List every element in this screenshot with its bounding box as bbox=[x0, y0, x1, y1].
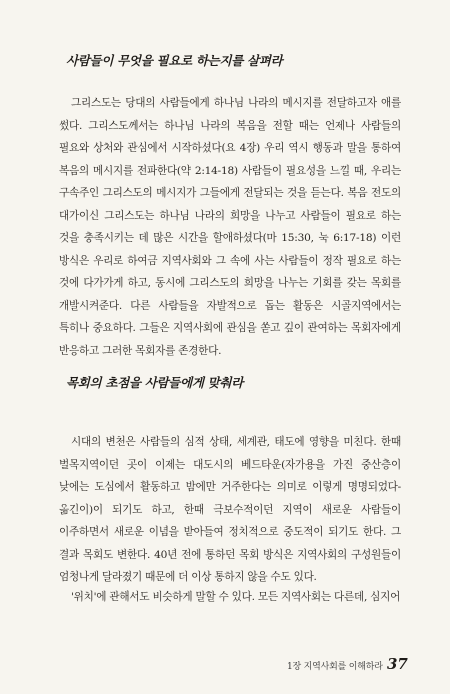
running-footer: 1장 지역사회를 이해하라 bbox=[287, 662, 383, 672]
section-heading: 목회의 초점을 사람들에게 맞춰라 bbox=[66, 375, 244, 390]
section-heading: 사람들이 무엇을 필요로 하는지를 살펴라 bbox=[66, 53, 283, 68]
body-paragraph: '위치'에 관해서도 비슷하게 말할 수 있다. 모든 지역사회는 다른데, 심지어 bbox=[71, 591, 401, 603]
body-paragraph: 시대의 변천은 사람들의 심적 상태, 세계관, 태도에 영향을 미친다. 한때 벌목지역이던 곳이 이제는 대도시의 베드타운(자가용을 가진 중산층이 낮에는 도심에서 활동하고 밤에만 거주한다는 의미로 이렇게 명명되었다-옮긴이)이 되기도 하고, 한때 극보수적이던 지역이 새로운 사람들이 이주하면서 새로운 이념을 받아들여 정치적으로 중도적이 되기도 한다. 그 결과 목회도 변한다. 40년 전에 통하던 목회 방식은 지역사회의 구성원들이 엄청나게 달라졌기 때문에 더 이상 통하지 않을 수도 있다. bbox=[59, 436, 401, 583]
body-paragraph: 그리스도는 당대의 사람들에게 하나님 나라의 메시지를 전달하고자 애를 썼다. 그리스도께서는 하나님 나라의 복음을 전할 때는 언제나 사람들의 필요와 상처와 관심에서 시작하셨다(요 4장) 우리 역시 행동과 말을 통하여 복음의 메시지를 전파한다(약 2:14-18) 사람들이 필요성을 느낄 때, 우리는 구속주인 그리스도의 메시지가 그들에게 전달되는 것을 듣는다. 복음 전도의 대가이신 그리스도는 하나님 나라의 희망을 나누고 사람들이 필요로 하는 것을 충족시키는 데 많은 시간을 할애하셨다(마 15:30, 눅 6:17-18) 이런 방식은 우리로 하여금 지역사회와 그 속에 사는 사람들이 정작 필요로 하는 것에 다가가게 하고, 동시에 그리스도의 희망을 나누는 기회를 갖는 목회를 개발시켜준다. 다른 사람들을 자발적으로 돕는 활동은 시골지역에서는 특히나 중요하다. 그들은 지역사회에 관심을 쏟고 깊이 관여하는 목회자에게 반응하고 그러한 목회자를 존경한다. bbox=[59, 97, 401, 357]
page-number: 37 bbox=[387, 655, 408, 673]
